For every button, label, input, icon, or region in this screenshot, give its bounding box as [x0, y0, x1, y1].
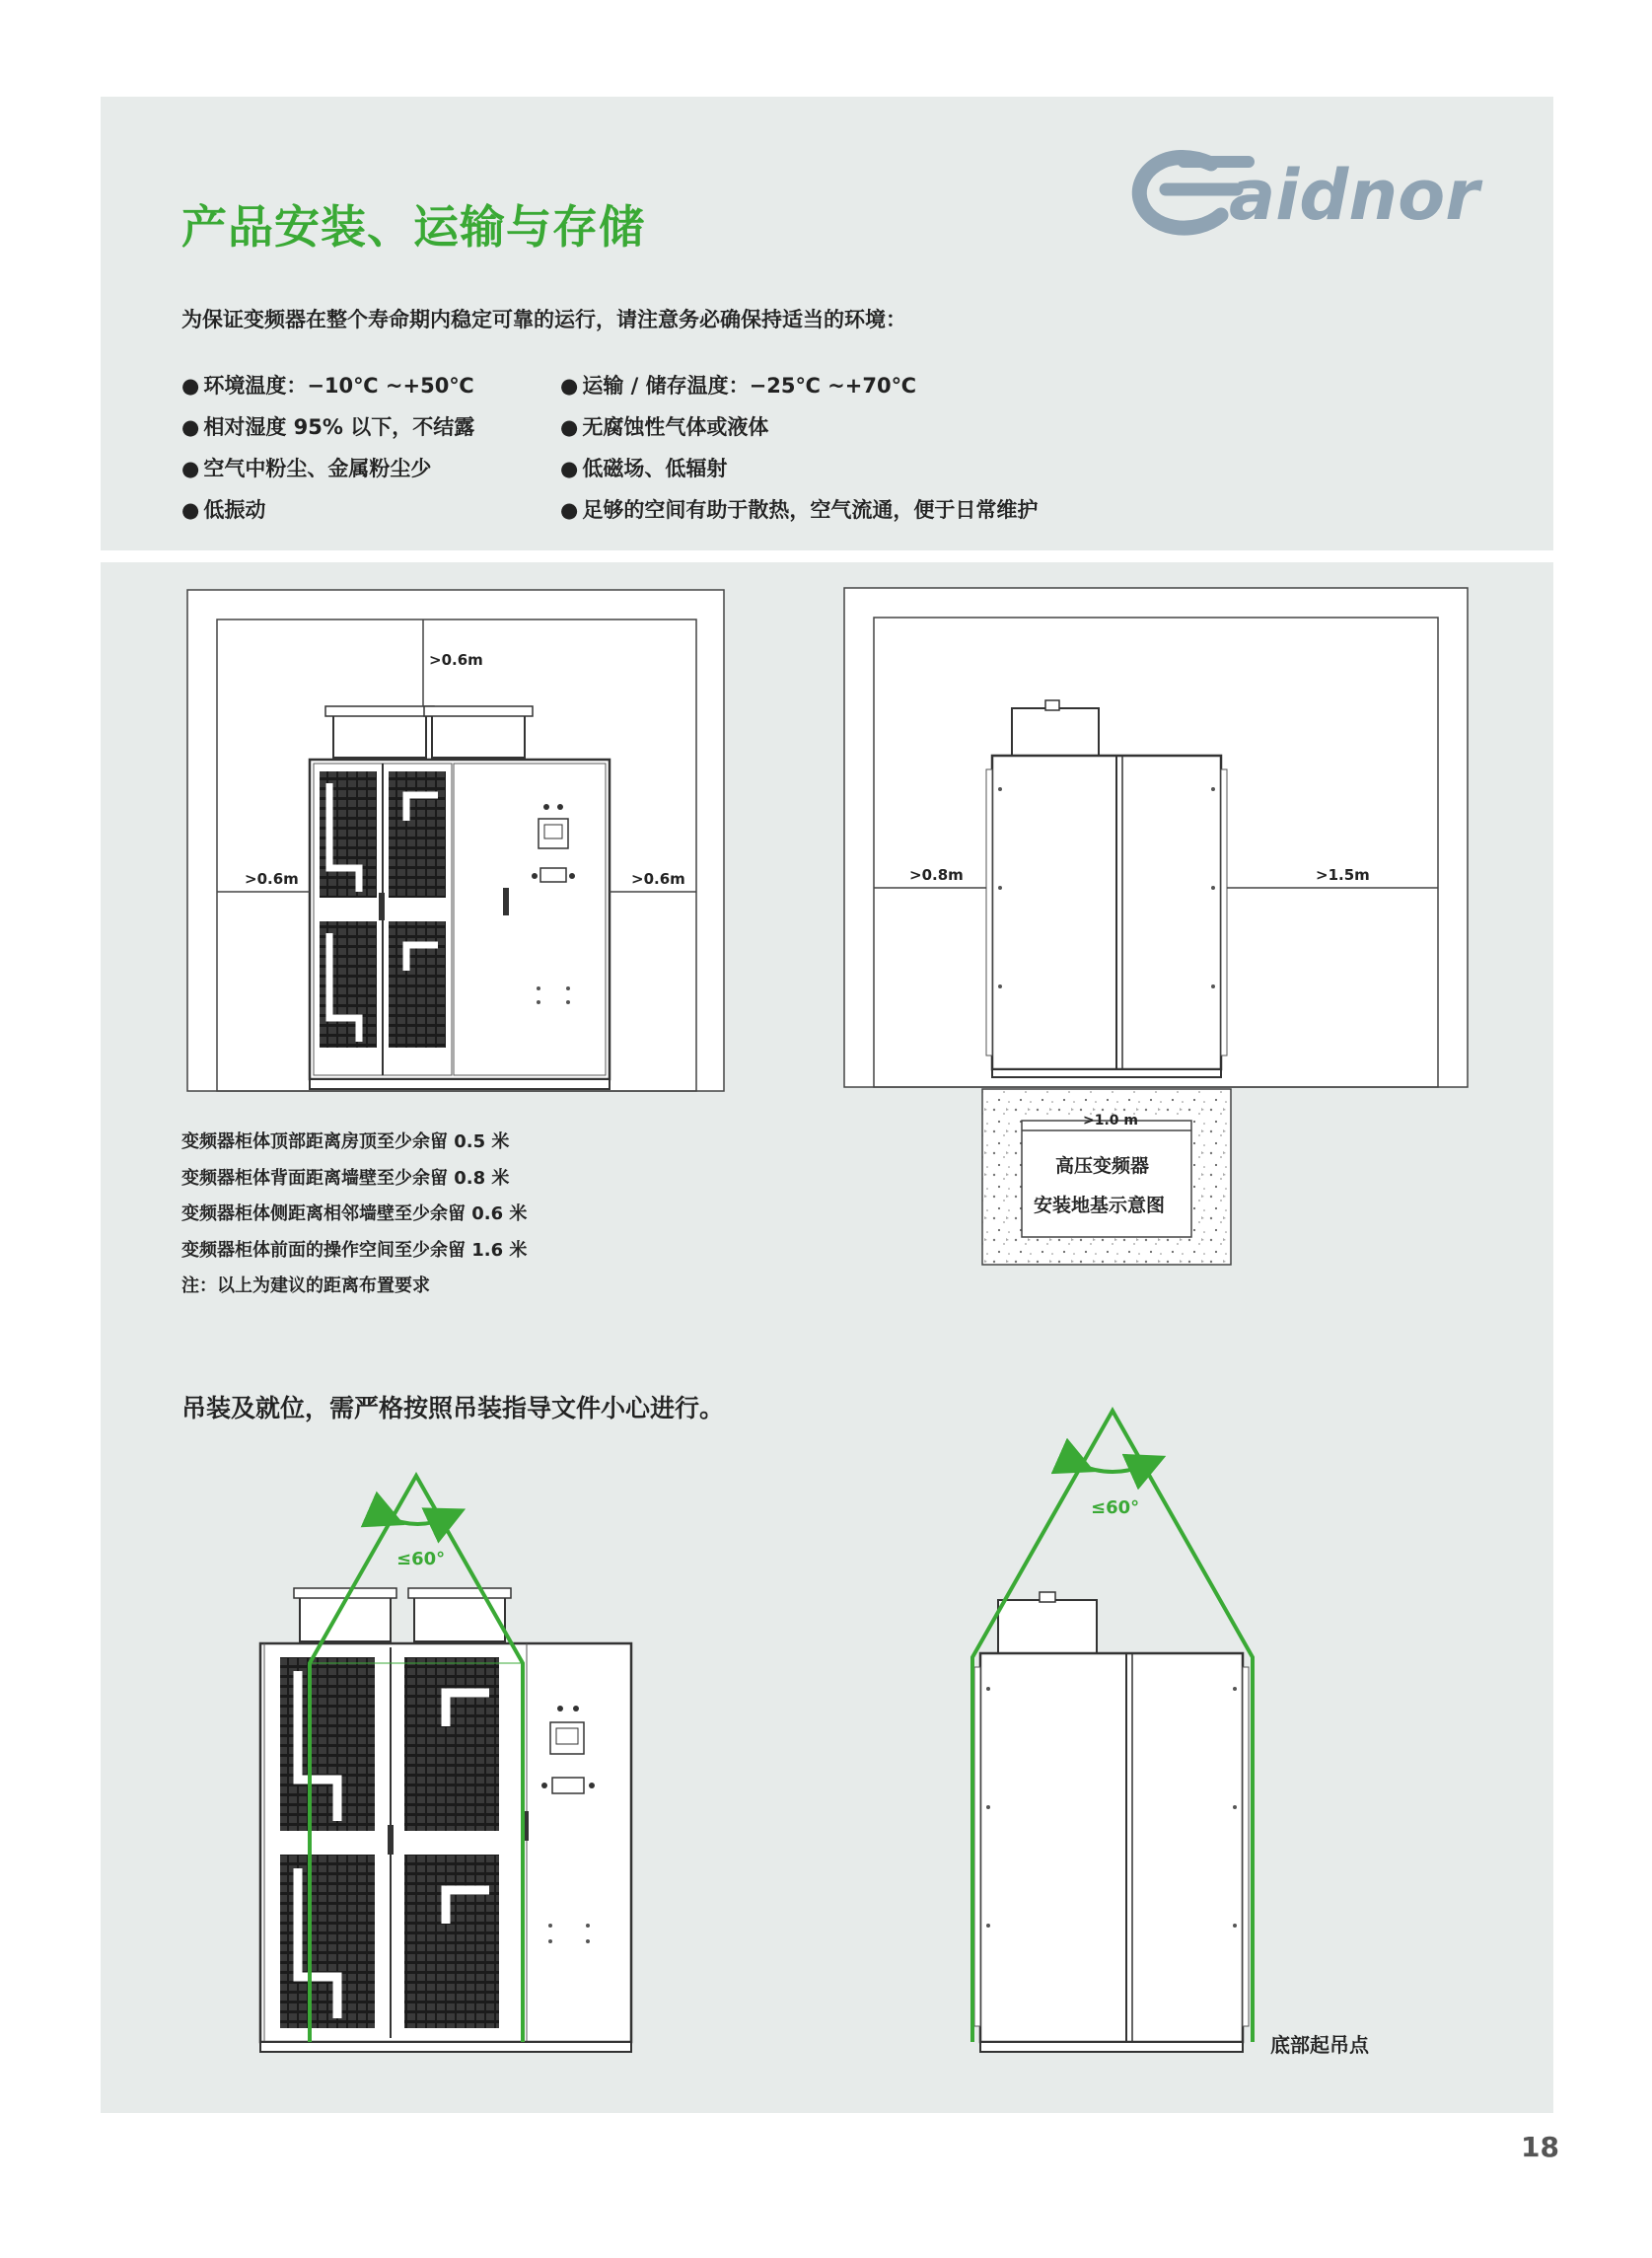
cabinet-side-lifting — [974, 1592, 1249, 2052]
foundation-label-2: 安装地基示意图 — [1034, 1195, 1166, 1216]
page-number: 18 — [1521, 2131, 1559, 2163]
condition-item: ● 环境温度：−10℃ ~+50℃ — [181, 365, 474, 406]
clearance-notes — [181, 1125, 527, 1305]
note-item: 变频器柜体背面距离墙壁至少余留 0.8 米 — [181, 1167, 510, 1189]
brand-logo — [1126, 134, 1511, 243]
cabinet-side — [986, 700, 1227, 1077]
lifting-side-diagram — [972, 1411, 1370, 2057]
conditions-left — [181, 365, 474, 531]
lifting-caption: 吊装及就位，需严格按照吊装指导文件小心进行。 — [181, 1394, 725, 1422]
header-panel — [101, 97, 1553, 550]
intro-text: 为保证变频器在整个寿命期内稳定可靠的运行，请注意务必确保持适当的环境： — [181, 308, 906, 331]
side-left-clearance: >0.8m — [909, 866, 964, 884]
condition-item: ● 低磁场、低辐射 — [560, 448, 1038, 489]
foundation — [982, 1089, 1231, 1265]
front-top-clearance: >0.6m — [429, 651, 483, 669]
diagram-panel — [101, 562, 1553, 2113]
condition-item: ● 足够的空间有助于散热，空气流通，便于日常维护 — [560, 489, 1038, 531]
condition-item: ● 低振动 — [181, 489, 474, 531]
note-item: 变频器柜体前面的操作空间至少余留 1.6 米 — [181, 1239, 528, 1261]
note-item: 注：以上为建议的距离布置要求 — [181, 1275, 430, 1296]
condition-item: ● 相对湿度 95% 以下，不结露 — [181, 406, 474, 448]
lifting-front-diagram — [260, 1476, 631, 2052]
note-item: 变频器柜体顶部距离房顶至少余留 0.5 米 — [181, 1131, 510, 1152]
condition-item: ● 空气中粉尘、金属粉尘少 — [181, 448, 474, 489]
conditions-right — [560, 365, 1038, 531]
front-right-clearance: >0.6m — [631, 870, 685, 888]
logo-text: aidnor — [1229, 155, 1479, 236]
bottom-lift-point-label: 底部起吊点 — [1270, 2033, 1369, 2057]
lift-angle-front: ≤60° — [396, 1549, 446, 1569]
note-item: 变频器柜体侧距离相邻墙壁至少余留 0.6 米 — [181, 1203, 528, 1224]
side-right-clearance: >1.5m — [1316, 866, 1370, 884]
cabinet-front — [310, 706, 610, 1089]
condition-item: ● 运输 / 储存温度：−25℃ ~+70℃ — [560, 365, 1038, 406]
condition-item: ● 无腐蚀性气体或液体 — [560, 406, 1038, 448]
front-clearance-diagram — [187, 590, 724, 1091]
diagrams-canvas — [101, 562, 1553, 2113]
pit-width-label: >1.0 m — [1083, 1113, 1138, 1129]
lift-angle-side: ≤60° — [1091, 1497, 1140, 1518]
page-title: 产品安装、运输与存储 — [181, 200, 645, 254]
cabinet-front-lifting — [260, 1588, 631, 2052]
side-clearance-diagram — [844, 588, 1468, 1265]
front-left-clearance: >0.6m — [245, 870, 299, 888]
foundation-label-1: 高压变频器 — [1055, 1155, 1150, 1177]
